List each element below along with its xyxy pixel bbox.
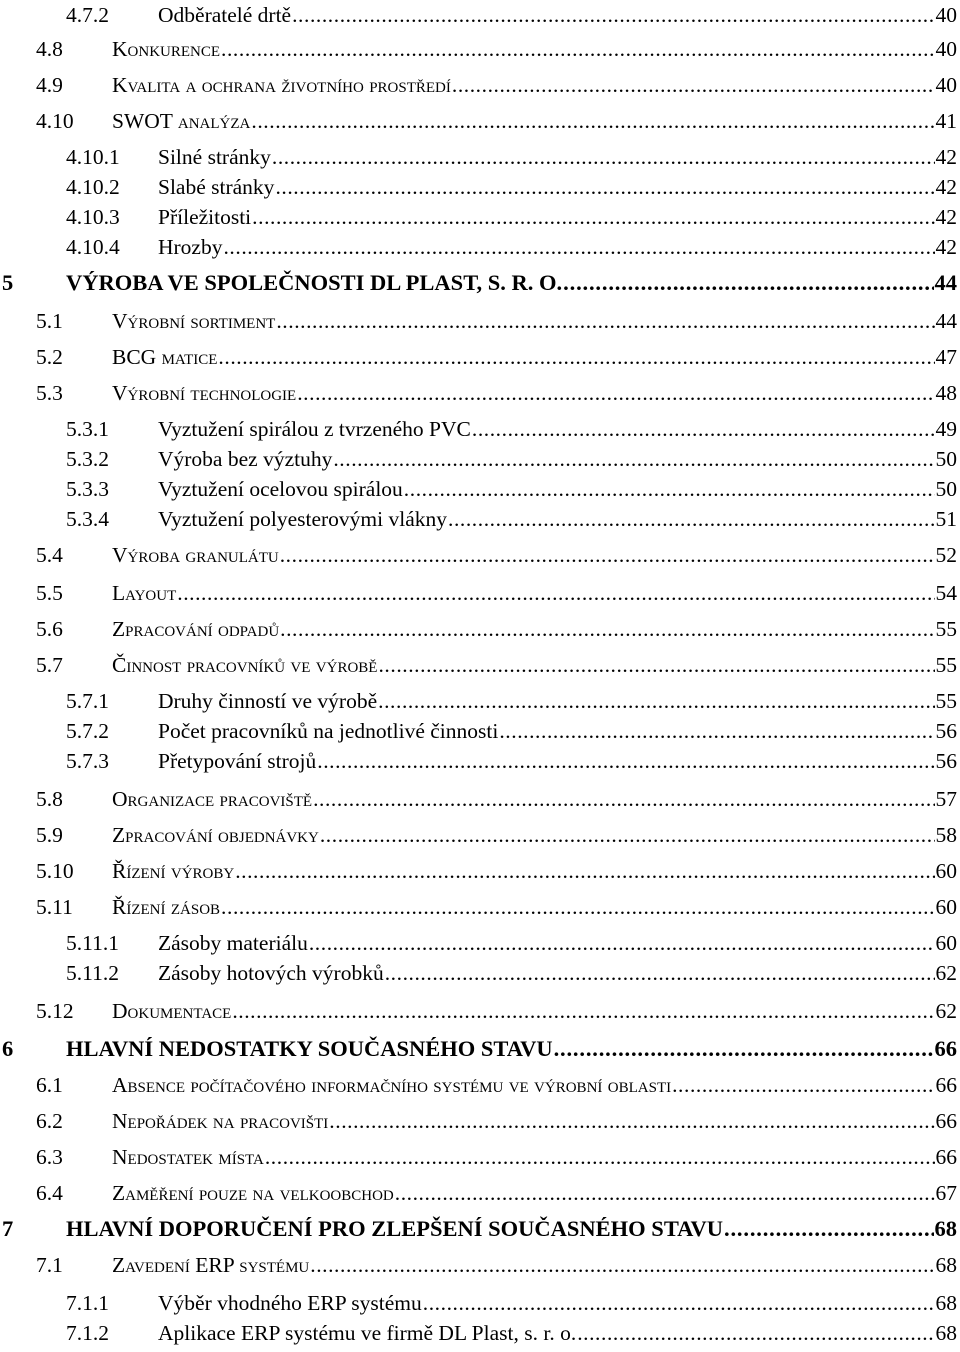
entry-title: Silné stránky: [158, 144, 271, 169]
entry-title: Počet pracovníků na jednotlivé činnosti: [158, 718, 499, 743]
entry-number: 4.8: [36, 36, 63, 61]
entry-title: Odběratelé drtě: [158, 2, 292, 27]
page-number: 44: [934, 269, 957, 295]
entry-title: Činnost pracovníků ve výrobě: [112, 652, 378, 677]
page-number: 51: [935, 506, 957, 531]
dot-leader: [218, 347, 934, 369]
entry-number: 5: [2, 269, 14, 295]
toc-entry[interactable]: [0, 1070, 957, 1100]
dot-leader: [472, 419, 935, 441]
page-number: 40: [935, 2, 957, 27]
entry-title: Výroba granulátu: [112, 542, 279, 567]
toc-entry[interactable]: [0, 820, 957, 850]
dot-leader: [554, 1038, 934, 1061]
dot-leader: [272, 147, 935, 169]
toc-entry[interactable]: [0, 474, 957, 504]
page-number: 68: [934, 1215, 957, 1241]
entry-number: 4.10.4: [66, 234, 120, 259]
entry-title: Konkurence: [112, 36, 221, 61]
toc-entry[interactable]: [0, 540, 957, 570]
dot-leader: [223, 237, 934, 259]
page-number: 44: [935, 308, 957, 333]
entry-title: Zavedení ERP systému: [112, 1252, 310, 1277]
entry-number: 5.3.2: [66, 446, 109, 471]
dot-leader: [448, 509, 935, 531]
toc-entry[interactable]: [0, 1178, 957, 1208]
entry-title: Slabé stránky: [158, 174, 275, 199]
entry-title: Řízení výroby: [112, 858, 235, 883]
toc-entry[interactable]: [0, 232, 957, 262]
entry-number: 4.7.2: [66, 2, 109, 27]
entry-title: Dokumentace: [112, 998, 232, 1023]
entry-title: Zásoby hotových výrobků: [158, 960, 384, 985]
entry-title: Organizace pracoviště: [112, 786, 313, 811]
dot-leader: [317, 751, 934, 773]
entry-title: Absence počítačového informačního systému ve výrobní oblasti: [112, 1072, 672, 1097]
toc-entry[interactable]: [0, 686, 957, 716]
page-number: 58: [935, 822, 957, 847]
toc-entry[interactable]: [0, 172, 957, 202]
dot-leader: [385, 963, 935, 985]
page-number: 68: [935, 1252, 957, 1277]
toc-entry[interactable]: [0, 444, 957, 474]
toc-entry[interactable]: [0, 1288, 957, 1318]
dot-leader: [252, 207, 934, 229]
entry-number: 5.1: [36, 308, 63, 333]
dot-leader: [280, 619, 934, 641]
dot-leader: [221, 39, 934, 61]
entry-title: BCG matice: [112, 344, 218, 369]
dot-leader: [378, 655, 934, 677]
toc-entry[interactable]: [0, 0, 957, 30]
entry-number: 7.1: [36, 1252, 63, 1277]
page-number: 60: [935, 858, 957, 883]
entry-title: HLAVNÍ NEDOSTATKY SOUČASNÉHO STAVU: [66, 1035, 553, 1061]
entry-number: 5.3.4: [66, 506, 109, 531]
entry-number: 5.6: [36, 616, 63, 641]
toc-entry[interactable]: [0, 614, 957, 644]
entry-title: Layout: [112, 580, 177, 605]
entry-number: 5.3.1: [66, 416, 109, 441]
entry-number: 5.7.2: [66, 718, 109, 743]
page-number: 60: [935, 894, 957, 919]
entry-number: 4.10.1: [66, 144, 120, 169]
page-number: 56: [935, 718, 957, 743]
entry-number: 6.2: [36, 1108, 63, 1133]
dot-leader: [563, 272, 933, 295]
dot-leader: [280, 545, 935, 567]
toc-entry[interactable]: [0, 1250, 957, 1280]
toc-entry[interactable]: [0, 650, 957, 680]
entry-number: 5.4: [36, 542, 63, 567]
toc-entry[interactable]: [0, 70, 957, 100]
toc-entry[interactable]: [0, 202, 957, 232]
dot-leader: [221, 897, 934, 919]
entry-title: Zaměření pouze na velkoobchod: [112, 1180, 394, 1205]
entry-number: 6: [2, 1035, 14, 1061]
entry-title: Hrozby: [158, 234, 223, 259]
toc-entry[interactable]: [0, 342, 957, 372]
entry-number: 5.7: [36, 652, 63, 677]
page-number: 60: [935, 930, 957, 955]
page-number: 62: [935, 998, 957, 1023]
entry-title: Vyztužení ocelovou spirálou: [158, 476, 403, 501]
toc-entry[interactable]: [0, 1034, 957, 1064]
entry-title: SWOT analýza: [112, 108, 251, 133]
toc-entry[interactable]: [0, 414, 957, 444]
dot-leader: [310, 1255, 934, 1277]
entry-number: 5.9: [36, 822, 63, 847]
page-number: 57: [935, 786, 957, 811]
entry-number: 4.10.2: [66, 174, 120, 199]
page-number: 50: [935, 446, 957, 471]
page-number: 49: [935, 416, 957, 441]
entry-title: Zásoby materiálu: [158, 930, 308, 955]
entry-number: 6.4: [36, 1180, 63, 1205]
page-number: 48: [935, 380, 957, 405]
dot-leader: [276, 311, 934, 333]
toc-entry[interactable]: [0, 958, 957, 988]
page-number: 67: [935, 1180, 957, 1205]
entry-title: VÝROBA VE SPOLEČNOSTI DL PLAST, S. R. O.: [66, 269, 563, 295]
dot-leader: [577, 1323, 934, 1345]
entry-number: 5.2: [36, 344, 63, 369]
entry-number: 5.5: [36, 580, 63, 605]
dot-leader: [333, 449, 934, 471]
page-number: 68: [935, 1290, 957, 1315]
page-number: 42: [935, 174, 957, 199]
page-number: 47: [935, 344, 957, 369]
toc-entry[interactable]: [0, 784, 957, 814]
entry-title: Výroba bez výztuhy: [158, 446, 333, 471]
entry-title: Zpracování objednávky: [112, 822, 319, 847]
toc-entry[interactable]: [0, 378, 957, 408]
entry-number: 4.10.3: [66, 204, 120, 229]
toc-entry[interactable]: [0, 1142, 957, 1172]
dot-leader: [329, 1111, 934, 1133]
toc-entry[interactable]: [0, 1106, 957, 1136]
toc-entry[interactable]: [0, 1318, 957, 1348]
entry-title: HLAVNÍ DOPORUČENÍ PRO ZLEPŠENÍ SOUČASNÉHO STAVU: [66, 1215, 724, 1241]
page-number: 42: [935, 234, 957, 259]
dot-leader: [320, 825, 935, 847]
dot-leader: [251, 111, 934, 133]
entry-number: 5.12: [36, 998, 74, 1023]
page-number: 54: [935, 580, 957, 605]
page-number: 56: [935, 748, 957, 773]
dot-leader: [265, 1147, 935, 1169]
page-number: 40: [935, 72, 957, 97]
entry-title: Vyztužení polyesterovými vlákny: [158, 506, 447, 531]
page-number: 66: [935, 1144, 957, 1169]
page-number: 50: [935, 476, 957, 501]
page-number: 55: [935, 616, 957, 641]
entry-number: 5.8: [36, 786, 63, 811]
entry-title: Řízení zásob: [112, 894, 221, 919]
entry-number: 5.11.2: [66, 960, 119, 985]
entry-title: Aplikace ERP systému ve firmě DL Plast, s. r. o.: [158, 1320, 577, 1345]
entry-number: 7: [2, 1215, 14, 1241]
page-number: 42: [935, 204, 957, 229]
dot-leader: [235, 861, 934, 883]
entry-number: 5.10: [36, 858, 74, 883]
entry-number: 7.1.2: [66, 1320, 109, 1345]
entry-number: 5.7.3: [66, 748, 109, 773]
page-number: 42: [935, 144, 957, 169]
dot-leader: [395, 1183, 935, 1205]
toc-entry[interactable]: [0, 1214, 957, 1244]
page-number: 66: [935, 1072, 957, 1097]
page-number: 52: [935, 542, 957, 567]
entry-title: Zpracování odpadů: [112, 616, 280, 641]
dot-leader: [404, 479, 935, 501]
toc-entry[interactable]: [0, 34, 957, 64]
dot-leader: [309, 933, 935, 955]
toc-entry[interactable]: [0, 928, 957, 958]
dot-leader: [423, 1293, 935, 1315]
dot-leader: [452, 75, 935, 97]
toc-entry[interactable]: [0, 746, 957, 776]
dot-leader: [292, 5, 934, 27]
entry-number: 6.3: [36, 1144, 63, 1169]
toc-entry[interactable]: [0, 142, 957, 172]
entry-number: 4.9: [36, 72, 63, 97]
entry-number: 5.11: [36, 894, 73, 919]
page-number: 68: [935, 1320, 957, 1345]
toc-entry[interactable]: [0, 996, 957, 1026]
page-number: 40: [935, 36, 957, 61]
dot-leader: [499, 721, 934, 743]
dot-leader: [672, 1075, 934, 1097]
entry-number: 5.3.3: [66, 476, 109, 501]
entry-number: 5.3: [36, 380, 63, 405]
toc-entry[interactable]: [0, 504, 957, 534]
entry-title: Příležitosti: [158, 204, 252, 229]
toc-entry[interactable]: [0, 106, 957, 136]
dot-leader: [297, 383, 934, 405]
dot-leader: [177, 583, 934, 605]
page-number: 55: [935, 688, 957, 713]
dot-leader: [378, 691, 934, 713]
entry-title: Druhy činností ve výrobě: [158, 688, 378, 713]
dot-leader: [724, 1218, 933, 1241]
entry-title: Nedostatek místa: [112, 1144, 264, 1169]
entry-title: Nepořádek na pracovišti: [112, 1108, 329, 1133]
page-number: 55: [935, 652, 957, 677]
dot-leader: [232, 1001, 934, 1023]
page-number: 62: [935, 960, 957, 985]
toc-entry[interactable]: [0, 892, 957, 922]
dot-leader: [275, 177, 934, 199]
entry-title: Přetypování strojů: [158, 748, 317, 773]
entry-number: 6.1: [36, 1072, 63, 1097]
entry-title: Výrobní sortiment: [112, 308, 276, 333]
toc-entry[interactable]: [0, 856, 957, 886]
page-number: 66: [935, 1108, 957, 1133]
page-number: 66: [934, 1035, 957, 1061]
entry-title: Vyztužení spirálou z tvrzeného PVC: [158, 416, 471, 441]
toc-entry[interactable]: [0, 268, 957, 298]
entry-number: 5.7.1: [66, 688, 109, 713]
entry-title: Kvalita a ochrana životního prostředí: [112, 72, 451, 97]
page-number: 41: [935, 108, 957, 133]
dot-leader: [313, 789, 934, 811]
toc-entry[interactable]: [0, 578, 957, 608]
entry-title: Výběr vhodného ERP systému: [158, 1290, 422, 1315]
entry-number: 4.10: [36, 108, 74, 133]
entry-number: 5.11.1: [66, 930, 119, 955]
entry-title: Výrobní technologie: [112, 380, 297, 405]
entry-number: 7.1.1: [66, 1290, 109, 1315]
toc-entry[interactable]: [0, 716, 957, 746]
toc-entry[interactable]: [0, 306, 957, 336]
